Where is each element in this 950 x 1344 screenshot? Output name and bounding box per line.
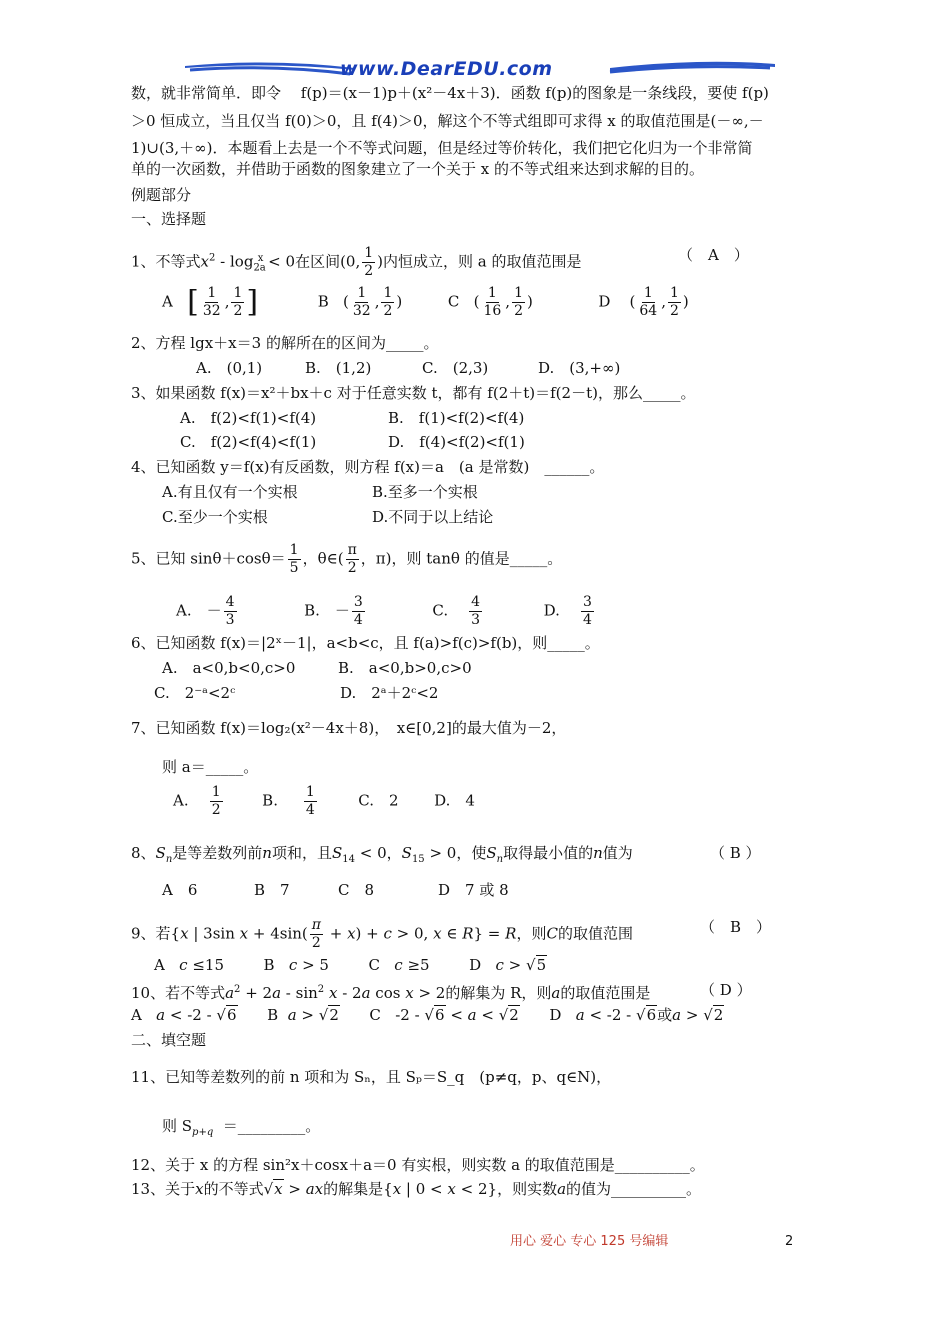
q3-opt-a: A. f(2)<f(1)<f(4) bbox=[180, 409, 317, 427]
q6-opt-d: D. 2ᵃ＋2ᶜ<2 bbox=[340, 684, 439, 702]
intro-line-4: 单的一次函数，并借助于函数的图象建立了一个关于 x 的不等式组来达到求解的目的。 bbox=[131, 160, 704, 178]
section-choice: 一、选择题 bbox=[131, 210, 207, 228]
q8-opt-b: B 7 bbox=[254, 881, 290, 899]
q1-tail: 内恒成立，则 a 的取值范围是 bbox=[383, 252, 582, 271]
question-1: 1、不等式$x^2 - \log_{2a}^x < 0$在区间(0, $\frac{1}{2}$ )内恒成立，则 a 的取值范围是 bbox=[131, 245, 582, 279]
intro-line-3: 1)∪(3,＋∞)．本题看上去是一个不等式问题，但是经过等价转化，我们把它化归为一个非常简 bbox=[131, 139, 753, 157]
question-11: 11、已知等差数列的前 n 项和为 Sₙ，且 Sₚ＝S_q (p≠q，p、q∈N)， bbox=[131, 1068, 612, 1086]
q8-opt-d: D 7 或 8 bbox=[438, 881, 509, 899]
site-url: www.DearEDU.com bbox=[340, 58, 553, 80]
q6-opt-b: B. a<0,b>0,c>0 bbox=[338, 659, 472, 677]
q6-opt-a: A. a<0,b<0,c>0 bbox=[162, 659, 296, 677]
question-6: 6、已知函数 f(x)＝|2ˣ－1|，a<b<c，且 f(a)>f(c)>f(b)，则_____。 bbox=[131, 634, 600, 652]
q2-opt-d: D. (3,+∞) bbox=[538, 359, 621, 377]
q4-opt-a: A.有且仅有一个实根 bbox=[162, 483, 298, 501]
footer-text: 用心 爱心 专心 125 号编辑 bbox=[510, 1234, 669, 1249]
question-9: 9、若{x | 3sin x + 4sin( $\frac{\pi}{2}$ + x) + c > 0, x ∈ R} = R，则C的取值范围 bbox=[131, 917, 633, 951]
intro-line-1: 数，就非常简单．即令 f(p)＝(x－1)p＋(x²－4x＋3)．函数 f(p)的图象是一条线段，要使 f(p) bbox=[131, 84, 769, 102]
q3-opt-d: D. f(4)<f(2)<f(1) bbox=[388, 433, 525, 451]
question-8: 8、$S_n$是等差数列前n项和，且$S_{14} < 0$，$S_{15} > 0$，使$S_n$取得最小值的n值为 bbox=[131, 844, 633, 865]
q4-opt-d: D.不同于以上结论 bbox=[372, 508, 494, 526]
question-7: 7、已知函数 f(x)＝log₂(x²－4x＋8)， x∈[0,2]的最大值为－2， bbox=[131, 719, 567, 737]
q4-opt-c: C.至少一个实根 bbox=[162, 508, 268, 526]
q10-options: A a < -2 - √6 B a > √2 C -2 - √6 < a < √2 D a < -2 - √6或a > √2 bbox=[131, 1006, 724, 1024]
q1-text: 1、不等式 bbox=[131, 252, 201, 271]
section-examples: 例题部分 bbox=[131, 186, 192, 204]
page-number: 2 bbox=[785, 1234, 794, 1249]
q5-options: A. － $\frac{4}{3}$ B. － $\frac{3}{4}$ C. $\frac{4}{3}$ D. $\frac{3}{4}$ bbox=[176, 594, 592, 628]
q7-options: A. $\frac{1}{2}$ B. $\frac{1}{4}$ C. 2 D. 4 bbox=[173, 784, 475, 818]
question-2: 2、方程 lgx＋x＝3 的解所在的区间为_____。 bbox=[131, 334, 439, 352]
q8-opt-c: C 8 bbox=[338, 881, 375, 899]
q1-options: A [ $\frac{1}{32}$ , $\frac{1}{2}$ ] B ( $\frac{1}{32}$ , $\frac{1}{2}$ ) C ( $\frac{1}{16}$ , $\frac{1}{2}$ ) D ( $\frac{1}{64}$ , $\frac{1}{2}$ ) bbox=[162, 284, 689, 320]
q11-text-2: 则 $S_{p+q}$ ＝_________。 bbox=[162, 1117, 321, 1138]
question-13: 13、关于x的不等式√x > ax的解集是{x | 0 < x < 2}，则实数a的值为__________。 bbox=[131, 1180, 702, 1198]
q2-opt-b: B. (1,2) bbox=[305, 359, 372, 377]
q4-opt-b: B.至多一个实根 bbox=[372, 483, 478, 501]
q10-answer: （ D ） bbox=[700, 981, 752, 999]
q2-opt-c: C. (2,3) bbox=[422, 359, 489, 377]
q9-options: A c ≤15 B c > 5 C c ≥5 D c > √5 bbox=[154, 956, 547, 974]
q2-opt-a: A. (0,1) bbox=[196, 359, 263, 377]
q7-text-2: 则 a＝_____。 bbox=[162, 758, 259, 776]
question-3: 3、如果函数 f(x)＝x²＋bx＋c 对于任意实数 t，都有 f(2＋t)＝f(2－t)，那么_____。 bbox=[131, 384, 696, 402]
question-5: 5、已知 sinθ＋cosθ＝ $\frac{1}{5}$ ，θ∈( $\frac{\pi}{2}$ ，π)，则 tanθ 的值是_____。 bbox=[131, 542, 563, 576]
question-10: 10、若不等式$a^2 + 2a - \sin^2 x - 2a$ cos x > 2的解集为 R，则a的取值范围是 bbox=[131, 984, 651, 1002]
q6-opt-c: C. 2⁻ᵃ<2ᶜ bbox=[154, 684, 236, 702]
q3-opt-c: C. f(2)<f(4)<f(1) bbox=[180, 433, 317, 451]
q8-opt-a: A 6 bbox=[162, 881, 198, 899]
q8-answer: （ B ） bbox=[710, 844, 761, 862]
question-4: 4、已知函数 y＝f(x)有反函数，则方程 f(x)＝a (a 是常数) ______。 bbox=[131, 458, 605, 476]
q9-answer: （ B ） bbox=[700, 918, 772, 936]
q1-mid: 在区间 bbox=[295, 252, 341, 271]
question-12: 12、关于 x 的方程 sin²x＋cosx＋a＝0 有实根，则实数 a 的取值范围是__________。 bbox=[131, 1156, 705, 1174]
intro-line-2: ＞0 恒成立，当且仅当 f(0)＞0，且 f(4)＞0，解这个不等式组即可求得 x 的取值范围是(－∞,－ bbox=[131, 112, 764, 130]
section-fill: 二、填空题 bbox=[131, 1031, 207, 1049]
q3-opt-b: B. f(1)<f(2)<f(4) bbox=[388, 409, 525, 427]
q1-answer: （ A ） bbox=[678, 246, 749, 264]
